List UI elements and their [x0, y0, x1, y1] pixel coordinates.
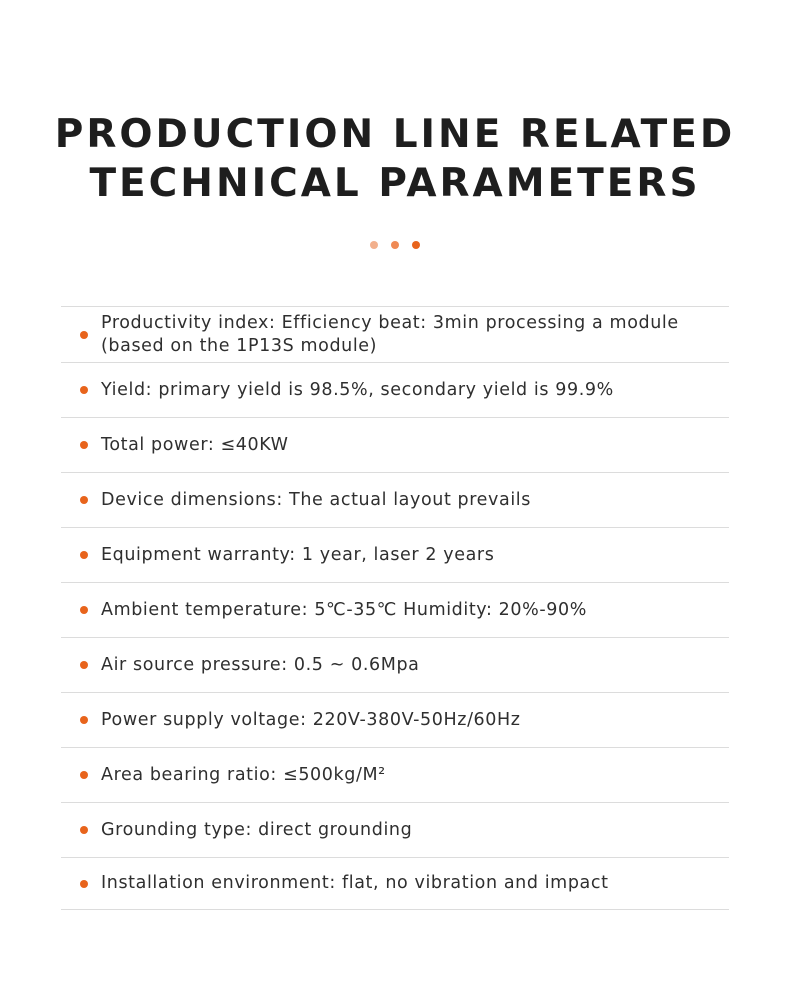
list-item-device-dimensions: [61, 473, 729, 528]
list-item-warranty: [61, 528, 729, 583]
list-item-power-supply: [61, 693, 729, 748]
bullet-icon: [80, 716, 88, 724]
parameter-text: Air source pressure: 0.5 ~ 0.6Mpa: [101, 654, 420, 675]
page-title-line-2: TECHNICAL PARAMETERS: [89, 161, 701, 206]
bullet-icon: [80, 880, 88, 888]
bullet-icon: [80, 441, 88, 449]
bullet-icon: [80, 771, 88, 779]
bullet-icon: [80, 551, 88, 559]
parameter-text: Installation environment: flat, no vibration and impact: [101, 873, 609, 893]
bullet-icon: [80, 386, 88, 394]
list-item-area-bearing: [61, 748, 729, 803]
parameter-text: Ambient temperature: 5℃-35℃ Humidity: 20%-90%: [101, 599, 587, 620]
list-item-air-pressure: [61, 638, 729, 693]
parameter-text: Grounding type: direct grounding: [101, 819, 413, 840]
list-item-productivity: [61, 307, 729, 363]
bullet-icon: [80, 826, 88, 834]
bullet-icon: [80, 331, 88, 339]
decorative-dots: [0, 241, 790, 249]
list-item-total-power: [61, 418, 729, 473]
list-item-yield: [61, 363, 729, 418]
dot-icon-light: [370, 241, 378, 249]
parameter-list: [61, 306, 729, 910]
list-item-installation: [61, 858, 729, 910]
parameter-text: Yield: primary yield is 98.5%, secondary yield is 99.9%: [101, 379, 614, 400]
page-title: [0, 110, 790, 208]
page-title-line-1: PRODUCTION LINE RELATED: [54, 112, 736, 157]
parameter-text: Device dimensions: The actual layout prevails: [101, 489, 531, 510]
bullet-icon: [80, 661, 88, 669]
parameter-text: Total power: ≤40KW: [101, 434, 289, 455]
parameter-text: Productivity index: Efficiency beat: 3min processing a module (based on the 1P13S module): [101, 312, 679, 356]
list-item-ambient-temperature: [61, 583, 729, 638]
parameter-text: Power supply voltage: 220V-380V-50Hz/60Hz: [101, 709, 521, 730]
parameter-text: Area bearing ratio: ≤500kg/M²: [101, 764, 386, 785]
bullet-icon: [80, 606, 88, 614]
dot-icon-dark: [412, 241, 420, 249]
bullet-icon: [80, 496, 88, 504]
parameter-text: Equipment warranty: 1 year, laser 2 years: [101, 544, 495, 565]
dot-icon-medium: [391, 241, 399, 249]
list-item-grounding: [61, 803, 729, 858]
